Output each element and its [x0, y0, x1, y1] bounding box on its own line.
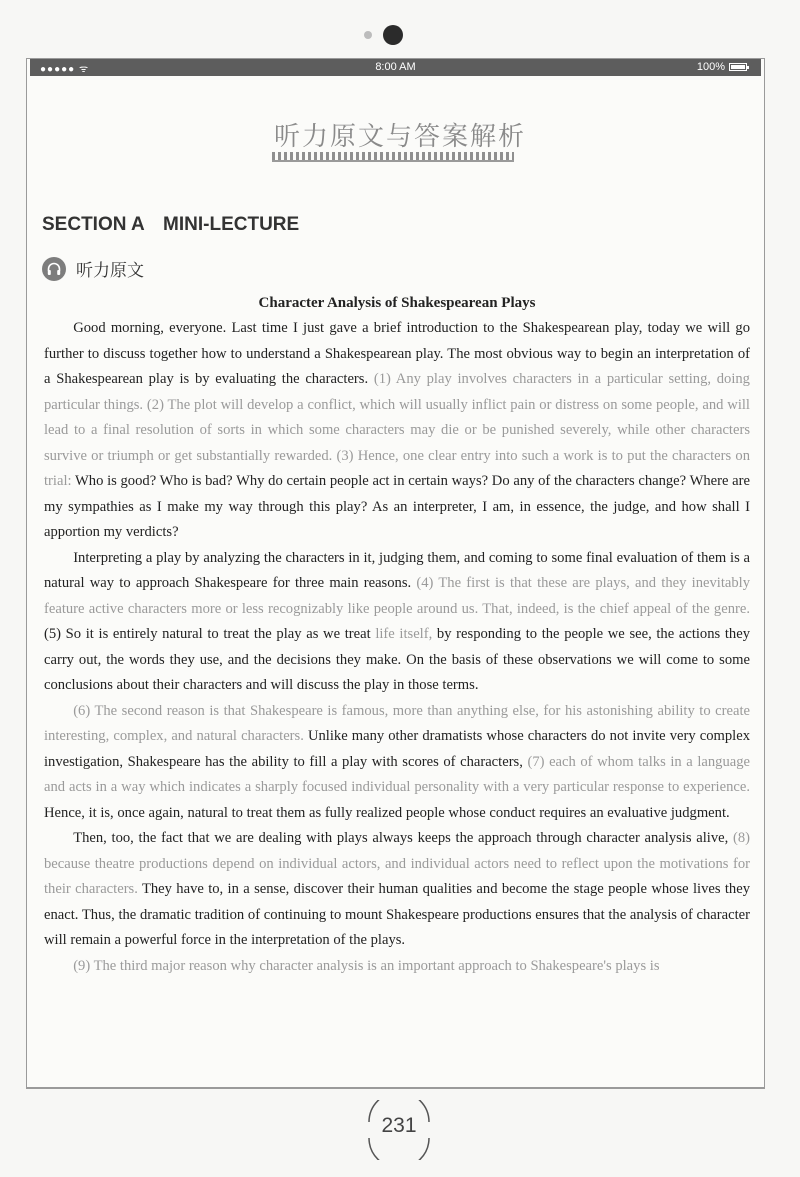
paragraph-3	[44, 699, 750, 827]
text-run: Interpreting a play by analyzing the characters in it, judging them, and coming to some final evaluation of them is a natural way to approach Shakespeare for three main reasons.	[44, 549, 750, 591]
answer-highlight: (4) The first is that these are plays, and they inevitably feature active characters more or less recognizably like people around us. That, indeed, is the chief appeal of the genre.	[44, 575, 750, 617]
camera-indicator	[0, 24, 800, 48]
section-heading: SECTION A MINI-LECTURE	[42, 214, 300, 235]
camera-dot-small	[364, 31, 372, 39]
battery-indicator	[697, 61, 747, 73]
page-bottom-rule	[26, 1088, 765, 1089]
paragraph-5	[44, 954, 750, 980]
text-run: by responding to the people we see, the actions they carry out, the words they use, and the decisions they make. On the basis of these observations we will come to some conclusions about their characters and will discuss the play in those terms.	[44, 626, 750, 693]
text-run: (5) So it is entirely natural to treat the play as we treat	[44, 626, 376, 642]
headphones-icon	[42, 257, 66, 281]
status-time: 8:00 AM	[375, 61, 416, 73]
text-run: Hence, it is, once again, natural to treat them as fully realized people whose conduct requires an evaluative judgment.	[44, 804, 730, 821]
answer-highlight: (9) The third major reason why character analysis is an important approach to Shakespeare's plays is	[73, 957, 660, 974]
listening-subheading	[42, 256, 144, 281]
answer-highlight: life itself,	[375, 626, 437, 642]
subheading-label: 听力原文	[76, 261, 144, 281]
transcript-body	[44, 290, 750, 979]
paragraph-2	[44, 546, 750, 699]
paragraph-1	[44, 316, 750, 546]
answer-highlight: (1) Any play involves characters in a particular setting, doing particular things. (2) The plot will develop a conflict, which will usually inflict pain or distress on some people, and will lead to a final resolution of sorts in which some characters may die or be punished severely, while other characters survive or triumph or get substantially rewarded. (3) Hence, one clear entry into such a work is to put the characters on trial:	[44, 371, 750, 489]
answer-highlight: (6) The second reason is that Shakespeare is famous, more than anything else, for his astonishing ability to create interesting, complex, and natural characters.	[44, 702, 750, 744]
battery-icon	[729, 63, 747, 71]
article-title: Character Analysis of Shakespearean Plays	[258, 295, 536, 311]
text-run: They have to, in a sense, discover their human qualities and become the stage people whose lives they enact. Thus, the dramatic tradition of continuing to mount Shakespeare productions ensures that the analysis of character will remain a powerful force in the interpretation of the plays.	[44, 881, 751, 948]
answer-highlight: (8) because theatre productions depend on individual actors, and individual actors need to reflect upon the motivations for their characters.	[44, 830, 750, 897]
text-run: Unlike many other dramatists whose characters do not invite very complex investigation, Shakespeare has the ability to fill a play with scores of characters,	[44, 728, 750, 770]
status-bar	[30, 59, 761, 76]
text-run: Good morning, everyone. Last time I just gave a brief introduction to the Shakespearean play, today we will go further to discuss together how to understand a Shakespearean play. The most obvious way to begin an interpretation of a Shakespearean play is by evaluating the characters.	[44, 320, 750, 387]
text-run: Then, too, the fact that we are dealing with plays always keeps the approach through character analysis alive,	[73, 830, 733, 846]
title-decorative-rule	[272, 152, 514, 162]
paragraph-4	[44, 826, 750, 954]
page-number-badge	[360, 1100, 438, 1160]
page-title: 听力原文与答案解析	[273, 122, 526, 152]
battery-percent: 100%	[696, 61, 725, 73]
page-number: 231	[381, 1114, 417, 1137]
camera-dot	[383, 25, 403, 45]
signal-indicator: ●●●●● ᯤ	[40, 64, 90, 75]
answer-highlight: (7) each of whom talks in a language and acts in a way which indicates a sharply focused individual personality with a very particular response to experience.	[44, 753, 751, 795]
text-run: Who is good? Who is bad? Why do certain people act in certain ways? Do any of the characters change? Where are my sympathies as I make my way through this play? As an interpreter, I am, in essence, the judge, and how shall I apportion my verdicts?	[44, 473, 750, 540]
